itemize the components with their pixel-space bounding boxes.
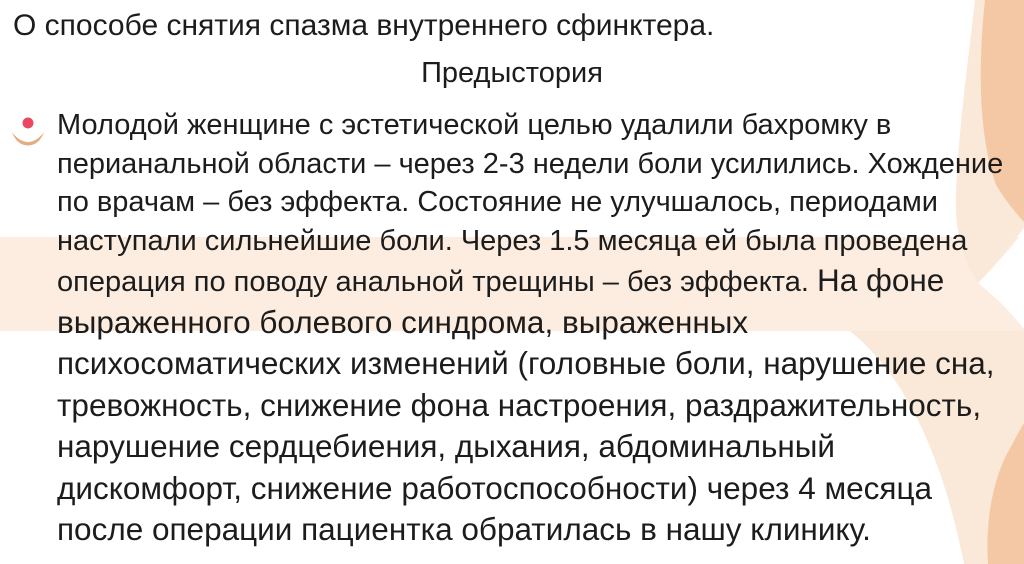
slide-title: О способе снятия спазма внутреннего сфинктера. xyxy=(13,9,715,42)
body-text-segment: нарушение сердцебиения, дыхания, абдоминальный xyxy=(57,428,836,464)
body-text-segment: На фоне xyxy=(816,262,945,298)
body-text-segment: психосоматических изменений (головные боли, нарушение сна, xyxy=(57,345,995,381)
body-line xyxy=(57,106,1012,145)
body-line xyxy=(57,509,1012,551)
body-text-segment: по врачам – без эффекта. Состояние не улучшалось, периодами xyxy=(57,186,939,218)
body-text-segment: операция по поводу анальной трещины – без эффекта. xyxy=(57,266,817,298)
body-text-segment: наступали сильнейшие боли. Через 1.5 месяца ей была проведена xyxy=(57,224,968,257)
body-line xyxy=(57,468,1012,510)
body-text-segment: перианальной области – через 2-3 недели боли усилились. Хождение xyxy=(57,147,1004,180)
body-text-segment: после операции пациентка обратилась в нашу клинику. xyxy=(57,511,871,547)
body-line xyxy=(57,302,1012,344)
body-text-segment: дискомфорт, снижение работоспособности) через 4 месяца xyxy=(57,469,933,506)
slide-subtitle: Предыстория xyxy=(421,57,603,89)
body-text-segment: тревожность, снижение фона настроения, раздражительность, xyxy=(57,386,982,423)
body-text-segment: Молодой женщине с эстетической целью удалили бахромку в xyxy=(57,109,892,141)
body-text-segment: выраженного болевого синдрома, выраженных xyxy=(57,303,749,340)
body-line xyxy=(57,183,1012,222)
body-line xyxy=(57,426,1012,468)
body-line xyxy=(57,145,1012,184)
body-line xyxy=(57,343,1012,385)
smile-arc-with-dot-bullet-icon xyxy=(10,116,46,146)
body-line xyxy=(57,222,1012,261)
body-line xyxy=(57,385,1012,427)
body-line xyxy=(57,260,1012,302)
body-text-block xyxy=(57,106,1012,551)
